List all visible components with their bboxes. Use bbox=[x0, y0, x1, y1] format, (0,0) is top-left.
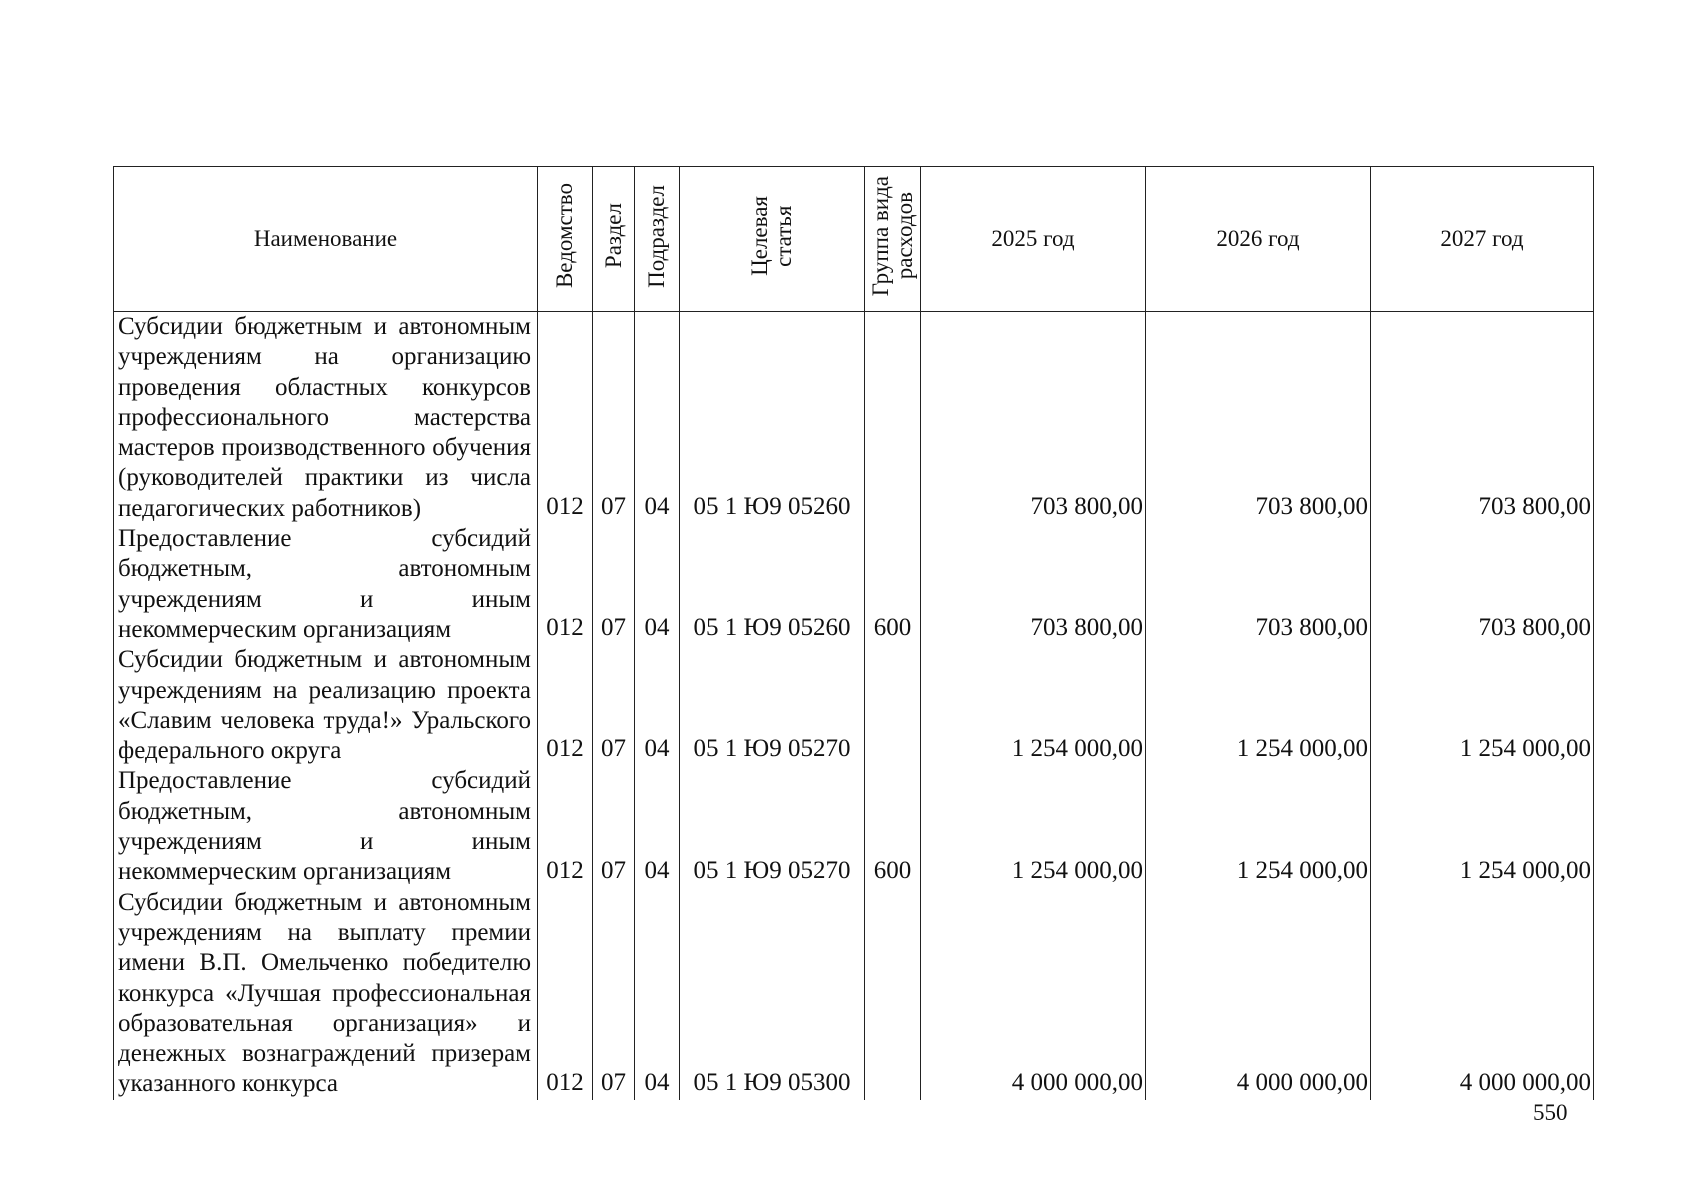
row-2026: 703 800,00 bbox=[1146, 312, 1371, 525]
row-dept: 012 bbox=[538, 766, 593, 887]
table-row bbox=[114, 524, 1594, 645]
row-name: Субсидии бюджетным и автономным учреждениям на реализацию проекта «Славим человека труда!» Уральского федерального округа bbox=[114, 645, 538, 766]
row-subsection: 04 bbox=[635, 645, 680, 766]
row-subsection: 04 bbox=[635, 766, 680, 887]
row-2026: 703 800,00 bbox=[1146, 524, 1371, 645]
row-2025: 1 254 000,00 bbox=[921, 766, 1146, 887]
row-2027: 1 254 000,00 bbox=[1371, 645, 1594, 766]
table-row bbox=[114, 312, 1594, 525]
page-number: 550 bbox=[1533, 1100, 1568, 1125]
row-name: Субсидии бюджетным и автономным учреждениям на выплату премии имени В.П. Омельченко победителю конкурса «Лучшая профессиональная образовательная организация» и денежных вознаграждений призерам указанного конкурса bbox=[114, 888, 538, 1100]
row-group: 600 bbox=[865, 524, 921, 645]
header-subsection: Подраздел bbox=[635, 167, 680, 312]
row-2026: 1 254 000,00 bbox=[1146, 766, 1371, 887]
row-2027: 703 800,00 bbox=[1371, 312, 1594, 525]
table-row bbox=[114, 766, 1594, 887]
row-section: 07 bbox=[593, 312, 635, 525]
row-name: Предоставление субсидий бюджетным, автономным учреждениям и иным некоммерческим организациям bbox=[114, 766, 538, 887]
row-name: Субсидии бюджетным и автономным учреждениям на организацию проведения областных конкурсов профессионального мастерства мастеров производственного обучения (руководителей практики из числа педагогических работников) bbox=[114, 312, 538, 525]
row-2025: 1 254 000,00 bbox=[921, 645, 1146, 766]
row-2025: 703 800,00 bbox=[921, 524, 1146, 645]
row-dept: 012 bbox=[538, 524, 593, 645]
row-section: 07 bbox=[593, 645, 635, 766]
row-2025: 703 800,00 bbox=[921, 312, 1146, 525]
row-2027: 4 000 000,00 bbox=[1371, 888, 1594, 1100]
row-2025: 4 000 000,00 bbox=[921, 888, 1146, 1100]
header-target bbox=[680, 167, 865, 312]
row-group bbox=[865, 888, 921, 1100]
row-2026: 4 000 000,00 bbox=[1146, 888, 1371, 1100]
row-subsection: 04 bbox=[635, 888, 680, 1100]
row-subsection: 04 bbox=[635, 524, 680, 645]
header-name: Наименование bbox=[114, 167, 538, 312]
row-dept: 012 bbox=[538, 645, 593, 766]
header-2025: 2025 год bbox=[921, 167, 1146, 312]
table-row bbox=[114, 645, 1594, 766]
header-group bbox=[865, 167, 921, 312]
row-target: 05 1 Ю9 05270 bbox=[680, 645, 865, 766]
row-section: 07 bbox=[593, 524, 635, 645]
row-target: 05 1 Ю9 05270 bbox=[680, 766, 865, 887]
row-name: Предоставление субсидий бюджетным, автономным учреждениям и иным некоммерческим организациям bbox=[114, 524, 538, 645]
header-target-line1: Целевая bbox=[747, 196, 772, 276]
header-2026: 2026 год bbox=[1146, 167, 1371, 312]
row-target: 05 1 Ю9 05260 bbox=[680, 524, 865, 645]
header-target-line2: статья bbox=[771, 205, 796, 267]
table-row bbox=[114, 888, 1594, 1100]
header-row bbox=[114, 167, 1594, 312]
row-2027: 703 800,00 bbox=[1371, 524, 1594, 645]
row-section: 07 bbox=[593, 888, 635, 1100]
row-target: 05 1 Ю9 05300 bbox=[680, 888, 865, 1100]
header-dept: Ведомство bbox=[538, 167, 593, 312]
row-2026: 1 254 000,00 bbox=[1146, 645, 1371, 766]
header-group-line1: Группа вида bbox=[867, 175, 893, 297]
header-2027: 2027 год bbox=[1371, 167, 1594, 312]
row-target: 05 1 Ю9 05260 bbox=[680, 312, 865, 525]
row-group bbox=[865, 312, 921, 525]
row-2027: 1 254 000,00 bbox=[1371, 766, 1594, 887]
row-dept: 012 bbox=[538, 312, 593, 525]
header-section: Раздел bbox=[593, 167, 635, 312]
row-group bbox=[865, 645, 921, 766]
row-section: 07 bbox=[593, 766, 635, 887]
header-group-line2: расходов bbox=[891, 192, 917, 280]
row-subsection: 04 bbox=[635, 312, 680, 525]
budget-table bbox=[113, 166, 1594, 1100]
row-group: 600 bbox=[865, 766, 921, 887]
row-dept: 012 bbox=[538, 888, 593, 1100]
